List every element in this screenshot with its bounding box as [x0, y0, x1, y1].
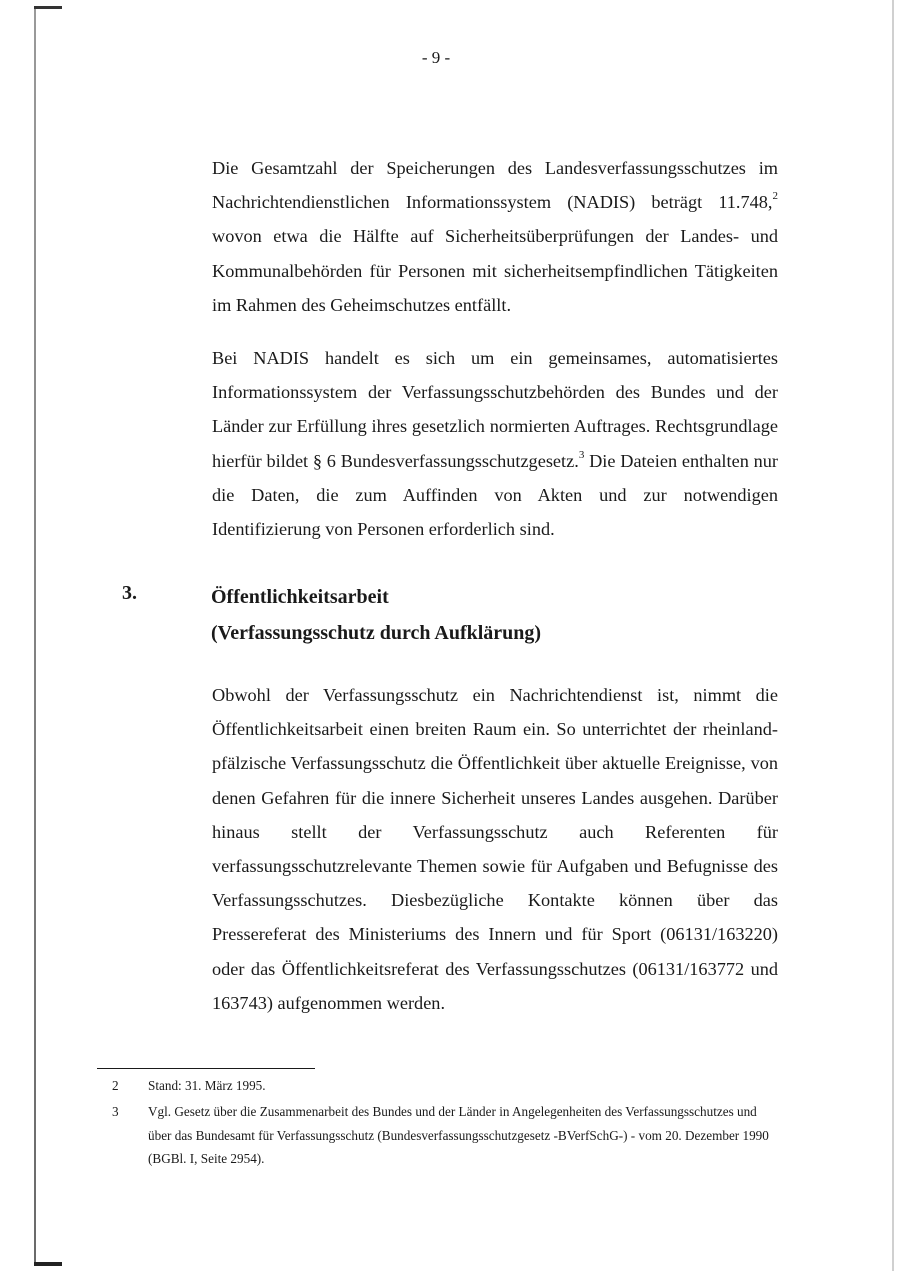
scan-corner-mark-bottom [34, 1262, 62, 1266]
page-number: - 9 - [421, 48, 451, 67]
section-title-line-2: (Verfassungsschutz durch Aufklärung) [211, 622, 542, 644]
footnote-ref-2: 2 [772, 190, 778, 203]
paragraph-public-relations: Obwohl der Verfassungsschutz ein Nachrichtendienst ist, nimmt die Öffentlichkeitsarbeit einen breiten Raum ein. So unterrichtet der rheinland-pfälzische Verfassungsschutz die Öffentlichkeit über aktuelle Ereignisse, von denen Gefahren für die innere Sicherheit unseres Landes ausgehen. Darüber hinaus stellt der Verfassungsschutz auch Referenten für verfassungsschutzrelevante Themen sowie für Aufgaben und Befugnisse des Verfassungsschutzes. Diesbezügliche Kontakte können über das Pressereferat des Ministeriums des Innern und für Sport (06131/163220) oder das Öffentlichkeitsreferat des Verfassungsschutzes (06131/163772 und 163743) aufgenommen werden. [212, 685, 778, 1013]
paragraph-text: Bei NADIS handelt es sich um ein gemeinsames, automatisiertes Informationssystem der Verfassungsschutzbehörden des Bundes und der Länder zur Erfüllung ihres gesetzlich normierten Auftrages. Rechtsgrundlage hierfür bildet § 6 Bundesverfassungsschutzgesetz. [212, 348, 778, 471]
paragraph-nadis-count [212, 151, 778, 322]
scan-left-edge [34, 8, 36, 1263]
footnote-separator [97, 1068, 315, 1069]
paragraph-text: Die Gesamtzahl der Speicherungen des Landesverfassungsschutzes im Nachrichtendienstlichen Informationssystem (NADIS) beträgt 11.748, [212, 158, 778, 213]
section-title-line-1: Öffentlichkeitsarbeit [211, 586, 389, 608]
footnote-text: Vgl. Gesetz über die Zusammenarbeit des Bundes und der Länder in Angelegenheiten des Verfassungsschutzes und über das Bundesamt für Verfassungsschutz (Bundesverfassungsschutzgesetz -BVerfSchG-) - vom 20. Dezember 1990 (BGBl. I, Seite 2954). [148, 1104, 769, 1166]
section-number: 3. [122, 582, 137, 604]
footnote-number: 3 [112, 1104, 119, 1119]
footnote-number: 2 [112, 1078, 119, 1093]
paragraph-text: Die Dateien enthalten nur die Daten, die zum Auffinden von Akten und zur notwendigen Identifizierung von Personen erforderlich sind. [212, 450, 778, 540]
scan-right-edge [892, 0, 894, 1271]
footnote-text: Stand: 31. März 1995. [148, 1078, 266, 1093]
section-title [211, 579, 541, 651]
footnote-ref-3: 3 [578, 448, 585, 461]
paragraph-nadis-description [212, 341, 778, 546]
paragraph-text: wovon etwa die Hälfte auf Sicherheitsüberprüfungen der Landes- und Kommunalbehörden für Personen mit sicherheitsempfindlichen Tätigkeiten im Rahmen des Geheimschutzes entfällt. [212, 226, 778, 315]
scan-corner-mark-top [34, 6, 62, 9]
